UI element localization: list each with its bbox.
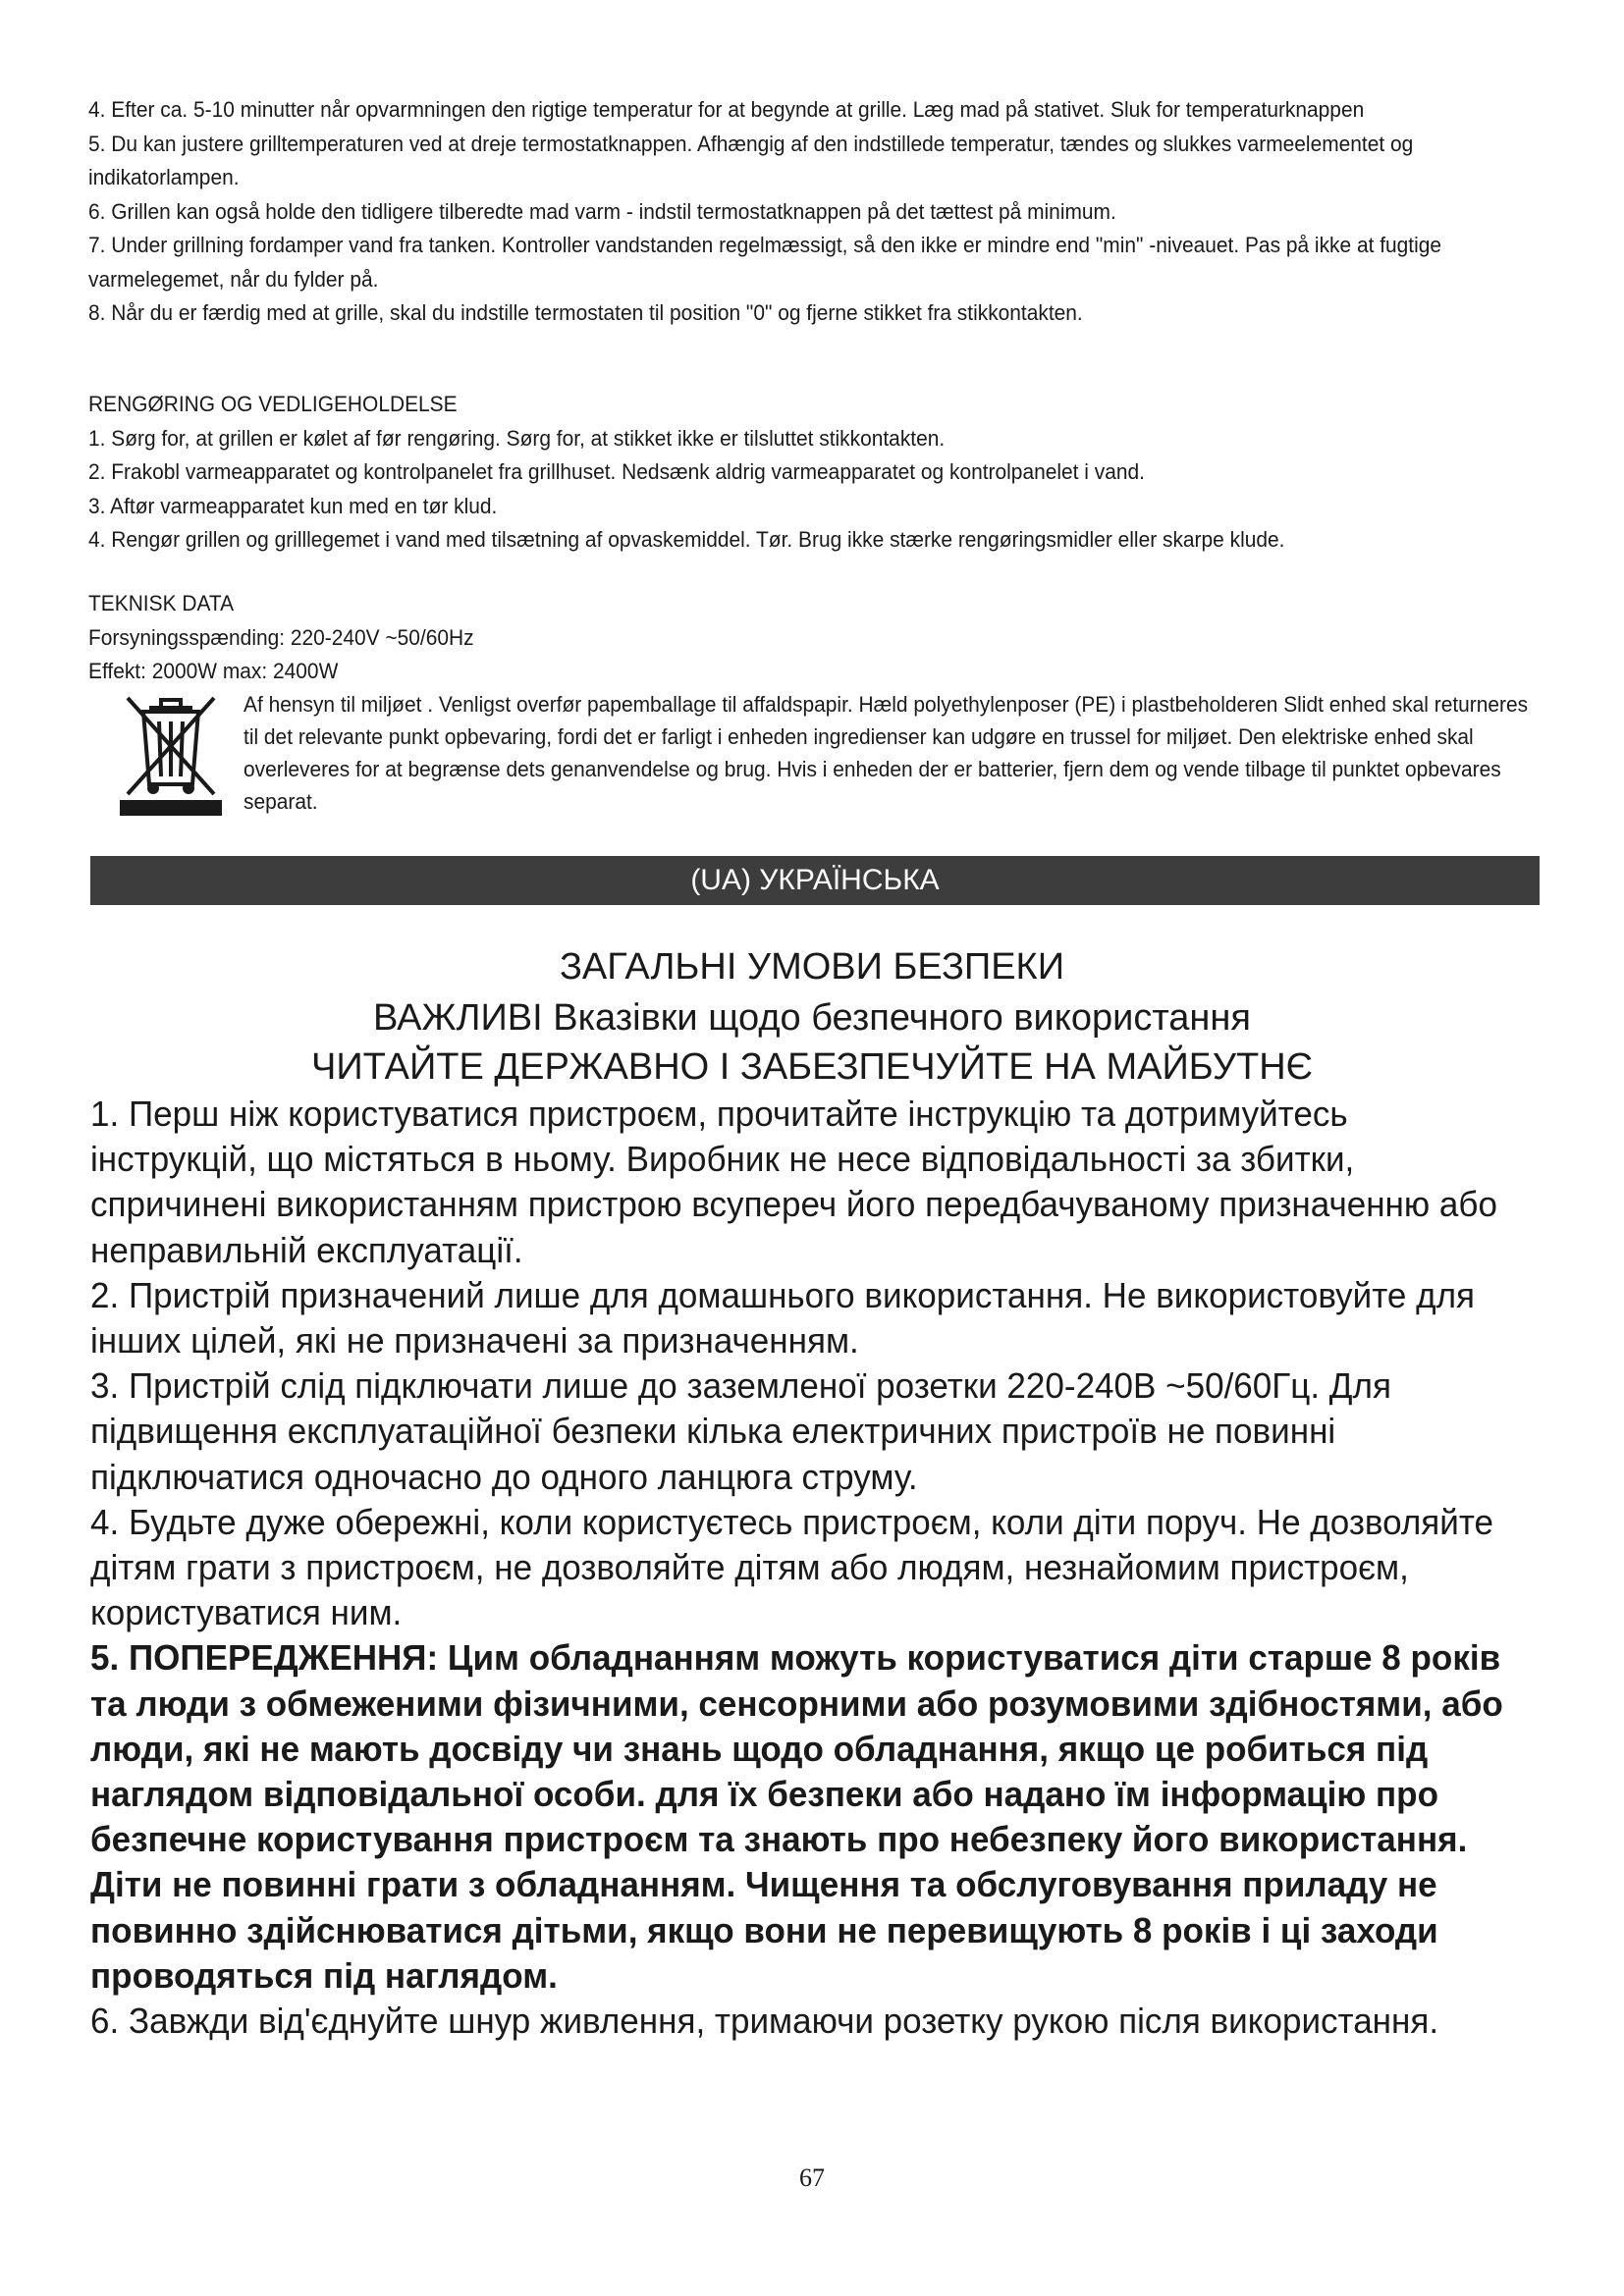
cleaning-item-4: 4. Rengør grillen og grilllegemet i vand med tilsætning af opvaskemiddel. Tør. Brug ikke stærke rengøringsmidler eller skarpe klude. — [88, 527, 1285, 552]
weee-crossed-bin-icon — [116, 690, 226, 818]
language-section-bar: (UA) УКРАЇНСЬКА — [90, 856, 1540, 905]
technical-power: Effekt: 2000W max: 2400W — [88, 659, 339, 683]
technical-heading: TEKNISK DATA — [88, 591, 235, 615]
ua-item-6: 6. Завжди від'єднуйте шнур живлення, тримаючи розетку рукою після використання. — [90, 2001, 1439, 2042]
danish-step-7: 7. Under grillning fordamper vand fra tanken. Kontroller vandstanden regelmæssigt, så den ikke er mindre end "min" -niveauet. Pas på ikke at fugtige varmelegemet, når du fylder på. — [88, 233, 1442, 292]
ukrainian-safety-list — [90, 1092, 1504, 2044]
danish-step-8: 8. Når du er færdig med at grille, skal du indstille termostaten til position "0" og fjerne stikket fra stikkontakten. — [88, 300, 1083, 325]
danish-cleaning-section — [88, 388, 1543, 558]
cleaning-item-1: 1. Sørg for, at grillen er kølet af før rengøring. Sørg for, at stikket ikke er tilsluttet stikkontakten. — [88, 425, 946, 451]
danish-instructions — [88, 93, 1543, 331]
ua-item-3: 3. Пристрій слід підключати лише до заземленої розетки 220-240В ~50/60Гц. Для підвищення експлуатаційної безпеки кілька електричних пристроїв не повинні підключатися одночасно до одного ланцюга струму. — [90, 1365, 1391, 1497]
cleaning-item-3: 3. Aftør varmeapparatet kun med en tør klud. — [88, 493, 498, 518]
ukrainian-subtitle: ВАЖЛИВІ Вказівки щодо безпечного використання — [373, 997, 1251, 1039]
technical-voltage: Forsyningsspænding: 220-240V ~50/60Hz — [88, 624, 474, 650]
cleaning-heading: RENGØRING OG VEDLIGEHOLDELSE — [88, 392, 458, 416]
danish-technical-section — [88, 587, 1543, 689]
danish-step-5: 5. Du kan justere grilltemperaturen ved at dreje termostatknappen. Afhængig af den indstillede temperatur, tændes og slukkes varmeelementet og indikatorlampen. — [88, 131, 1414, 189]
page-number: 67 — [799, 2163, 825, 2192]
environment-notice — [244, 688, 1531, 818]
cleaning-item-2: 2. Frakobl varmeapparatet og kontrolpanelet fra grillhuset. Nedsænk aldrig varmeapparatet og kontrolpanelet i vand. — [88, 459, 1145, 484]
environment-text: Af hensyn til miljøet . Venligst overfør papemballage til affaldspapir. Hæld polyethylenposer (PE) i plastbeholderen Slidt enhed skal returneres til det relevante punkt opbevaring, fordi det er farligt i enheden ingredienser kan udgøre en trussel for miljøet. Den elektriske enhed skal overleveres for at begrænse dets genanvendelse og brug. Hvis i enheden der er batterier, fjern dem og vende tilbage til punktet opbevares separat. — [244, 692, 1529, 814]
ukrainian-title: ЗАГАЛЬНІ УМОВИ БЕЗПЕКИ — [559, 946, 1065, 988]
ua-item-1: 1. Перш ніж користуватися пристроєм, прочитайте інструкцію та дотримуйтесь інструкцій, що містяться в ньому. Виробник не несе відповідальності за збитки, спричинені використанням пристрою всупереч його передбачуваному призначенню або неправильній експлуатації. — [90, 1094, 1497, 1270]
ua-item-4: 4. Будьте дуже обережні, коли користуєтесь пристроєм, коли діти поруч. Не дозволяйте дітям грати з пристроєм, не дозволяйте дітям або людям, незнайомим пристроєм, користуватися ним. — [90, 1501, 1493, 1633]
ukrainian-read-notice: ЧИТАЙТЕ ДЕРЖАВНО І ЗАБЕЗПЕЧУЙТЕ НА МАЙБУТНЄ — [311, 1046, 1313, 1088]
danish-step-4: 4. Efter ca. 5-10 minutter når opvarmningen den rigtige temperatur for at begynde at grille. Læg mad på stativet. Sluk for temperaturknappen — [88, 97, 1365, 122]
ua-item-5-warning: 5. ПОПЕРЕДЖЕННЯ: Цим обладнанням можуть користуватися діти старше 8 років та люди з обмеженими фізичними, сенсорними або розумовими здібностями, або люди, які не мають досвіду чи знань щодо обладнання, якщо це робиться під наглядом відповідальної особи. для їх безпеки або надано їм інформацію про безпечне користування пристроєм та знають про небезпеку його використання. Діти не повинні грати з обладнанням. Чищення та обслуговування приладу не повинно здійснюватися дітьми, якщо вони не перевищують 8 років і ці заходи проводяться під наглядом. — [90, 1637, 1503, 1996]
ua-item-2: 2. Пристрій призначений лише для домашнього використання. Не використовуйте для інших цілей, які не призначені за призначенням. — [90, 1274, 1476, 1362]
danish-step-6: 6. Grillen kan også holde den tidligere tilberedte mad varm - indstil termostatknappen på det tættest på minimum. — [88, 198, 1116, 224]
